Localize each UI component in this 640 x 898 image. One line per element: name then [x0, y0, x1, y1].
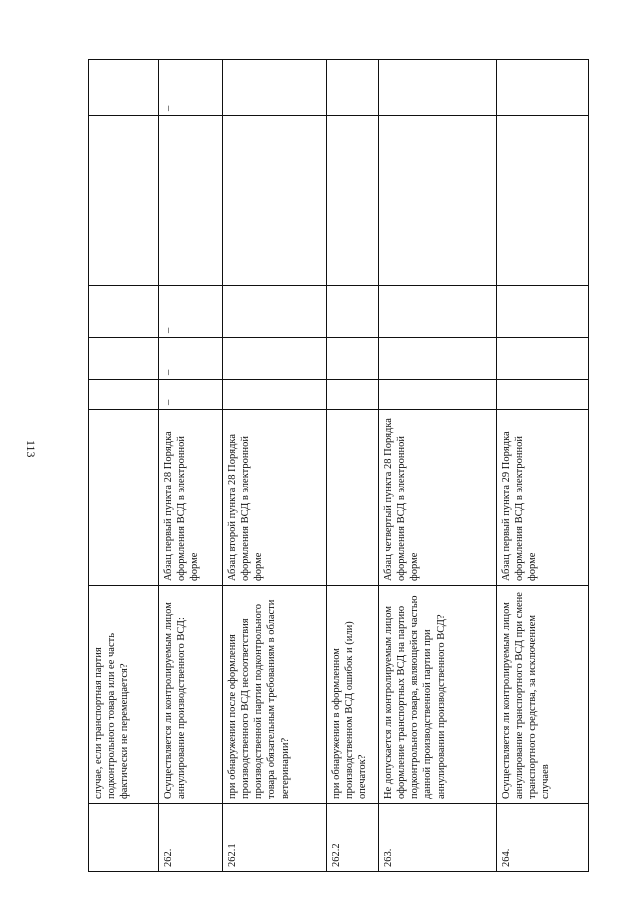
reference-cell: Абзац второй пункта 28 Порядка оформления ВСД в электронной форме — [223, 410, 327, 586]
answer-cell — [223, 380, 327, 410]
answer-cell — [327, 286, 379, 338]
answer-cell — [89, 60, 159, 116]
answer-cell — [379, 338, 497, 380]
answer-cell: – — [159, 286, 223, 338]
answer-cell — [327, 116, 379, 286]
checklist-table — [88, 59, 589, 872]
answer-cell — [379, 116, 497, 286]
answer-cell — [327, 338, 379, 380]
page-number: 113 — [24, 440, 38, 458]
question-cell: Не допускается ли контролируемым лицом оформление транспортных ВСД на партию подконтрольного товара, являющейся частью данной производственной партии при аннулировании производственного ВСД? — [379, 586, 497, 804]
reference-cell: Абзац первый пункта 28 Порядка оформления ВСД в электронной форме — [159, 410, 223, 586]
answer-cell: – — [159, 338, 223, 380]
question-cell: при обнаружении после оформления производственного ВСД несоответствия производственной партии подконтрольного товара обязательным требованиям в области ветеринарии? — [223, 586, 327, 804]
answer-cell — [497, 116, 589, 286]
question-cell: Осуществляется ли контролируемым лицом аннулирование транспортного ВСД при смене транспортного средства, за исключением случаев — [497, 586, 589, 804]
table-row — [379, 60, 497, 872]
answer-cell — [327, 60, 379, 116]
answer-cell — [159, 116, 223, 286]
question-cell: при обнаружении в оформленном производственном ВСД ошибок и (или) опечаток? — [327, 586, 379, 804]
answer-cell — [379, 380, 497, 410]
table-row — [327, 60, 379, 872]
row-number: 263. — [379, 804, 497, 872]
answer-cell — [497, 60, 589, 116]
table-row — [89, 60, 159, 872]
reference-cell — [89, 410, 159, 586]
answer-cell — [223, 60, 327, 116]
answer-cell — [223, 286, 327, 338]
table-row — [497, 60, 589, 872]
answer-cell — [89, 116, 159, 286]
reference-cell — [327, 410, 379, 586]
answer-cell: – — [159, 380, 223, 410]
row-number: 262.2 — [327, 804, 379, 872]
answer-cell — [89, 338, 159, 380]
answer-cell — [327, 380, 379, 410]
answer-cell — [223, 116, 327, 286]
answer-cell — [497, 338, 589, 380]
answer-cell: – — [159, 60, 223, 116]
answer-cell — [89, 380, 159, 410]
checklist-table-container — [88, 60, 588, 872]
row-number — [89, 804, 159, 872]
table-row — [159, 60, 223, 872]
row-number: 264. — [497, 804, 589, 872]
answer-cell — [379, 60, 497, 116]
row-number: 262. — [159, 804, 223, 872]
reference-cell: Абзац первый пункта 29 Порядка оформления ВСД в электронной форме — [497, 410, 589, 586]
reference-cell: Абзац четвертый пункта 28 Порядка оформления ВСД в электронной форме — [379, 410, 497, 586]
answer-cell — [497, 380, 589, 410]
answer-cell — [497, 286, 589, 338]
answer-cell — [379, 286, 497, 338]
question-cell: Осуществляется ли контролируемым лицом аннулирование производственного ВСД: — [159, 586, 223, 804]
answer-cell — [223, 338, 327, 380]
table-row — [223, 60, 327, 872]
answer-cell — [89, 286, 159, 338]
question-cell: случае, если транспортная партия подконтрольного товара или ее часть фактически не перемещается? — [89, 586, 159, 804]
row-number: 262.1 — [223, 804, 327, 872]
